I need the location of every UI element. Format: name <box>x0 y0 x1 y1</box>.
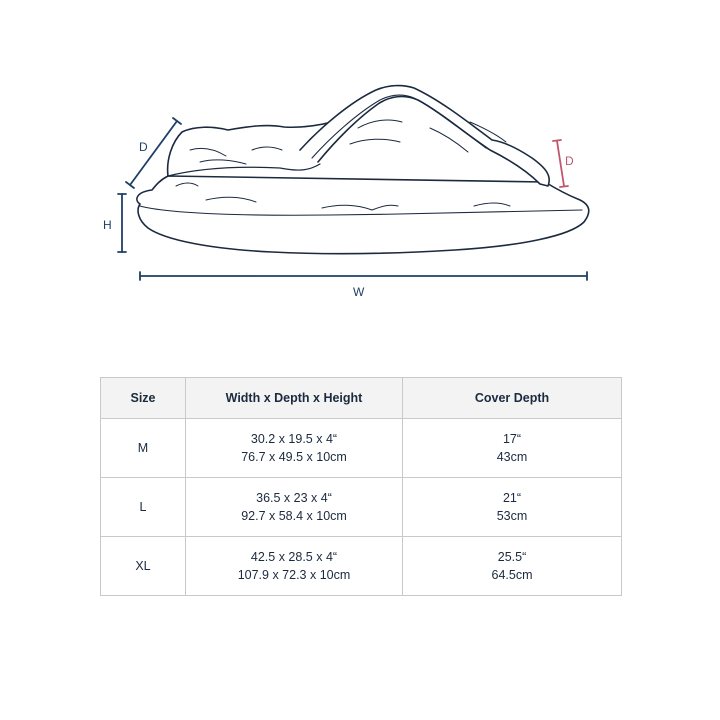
size-cell: XL <box>101 537 186 596</box>
size-cell: M <box>101 419 186 478</box>
wrinkle-2 <box>252 147 282 150</box>
dimensions-cm: 107.9 x 72.3 x 10cm <box>237 568 351 582</box>
height-label: H <box>103 218 112 232</box>
cover-depth-cell <box>403 537 622 596</box>
header-size: Size <box>101 378 186 419</box>
dog-bed-diagram <box>0 0 720 320</box>
width-dimension <box>140 272 587 280</box>
dog-bed-illustration <box>137 86 589 254</box>
wrinkle-6 <box>430 128 468 152</box>
cover-depth-cm: 43cm <box>496 450 528 464</box>
cover-depth-cell <box>403 478 622 537</box>
table-row <box>101 478 622 537</box>
size-cell: L <box>101 478 186 537</box>
table-header-row <box>101 378 622 419</box>
dimensions-cell <box>186 478 403 537</box>
table-row <box>101 419 622 478</box>
header-cover-depth: Cover Depth <box>403 378 622 419</box>
dimensions-inches: 30.2 x 19.5 x 4“ <box>250 432 338 446</box>
height-dimension <box>118 194 126 252</box>
cover-depth-inches: 21“ <box>502 491 522 505</box>
cover-depth-inches: 17“ <box>502 432 522 446</box>
dimensions-inches: 36.5 x 23 x 4“ <box>256 491 332 505</box>
size-chart-table <box>100 377 622 596</box>
dimensions-cell <box>186 537 403 596</box>
dimensions-cm: 92.7 x 58.4 x 10cm <box>241 509 347 523</box>
cover-depth-cm: 64.5cm <box>491 568 533 582</box>
wrinkle-5 <box>350 139 400 144</box>
cover-flap <box>300 86 549 186</box>
depth-label: D <box>139 140 148 154</box>
dimensions-inches: 42.5 x 28.5 x 4“ <box>250 550 338 564</box>
dimensions-cm: 76.7 x 49.5 x 10cm <box>241 450 347 464</box>
dimensions-cell <box>186 419 403 478</box>
wrinkle-4 <box>358 120 402 128</box>
table-row <box>101 537 622 596</box>
header-dimensions: Width x Depth x Height <box>186 378 403 419</box>
width-label: W <box>353 285 365 299</box>
cover-depth-cm: 53cm <box>496 509 528 523</box>
cover-depth-inches: 25.5“ <box>497 550 527 564</box>
cover-depth-label: D <box>565 154 574 168</box>
cover-depth-cell <box>403 419 622 478</box>
